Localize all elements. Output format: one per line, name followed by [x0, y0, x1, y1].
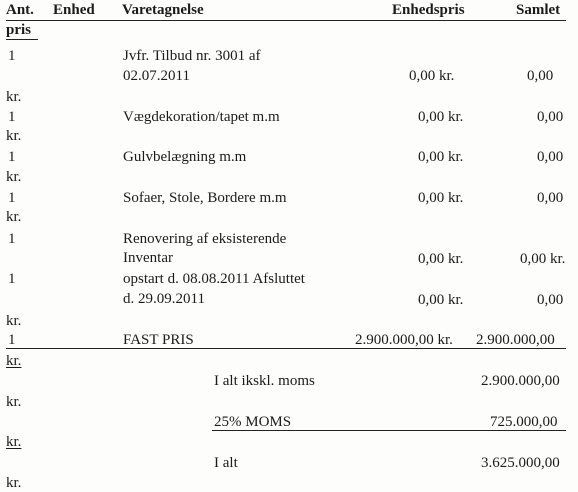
subtotal-kr: kr.: [6, 394, 22, 410]
row-1-kr: kr.: [6, 89, 22, 105]
vat-label: 25% MOMS: [214, 414, 292, 430]
row-1-desc-line2: 02.07.2011: [123, 68, 190, 84]
row-6-unit-price: 0,00 kr.: [418, 292, 464, 308]
header-enhed: Enhed: [53, 2, 95, 18]
row-2-unit-price: 0,00 kr.: [418, 109, 464, 125]
vat-value: 725.000,00: [490, 414, 558, 430]
fast-pris-total: 2.900.000,00: [476, 332, 555, 348]
row-5-total: 0,00 kr.: [520, 251, 566, 267]
row-4-kr: kr.: [6, 209, 22, 225]
vat-rule: [212, 430, 566, 431]
grand-total-value: 3.625.000,00: [481, 455, 560, 471]
row-5-ant: 1: [8, 231, 16, 247]
header-ant: Ant.: [6, 2, 34, 18]
row-4-ant: 1: [8, 190, 16, 206]
row-3-kr: kr.: [6, 169, 22, 185]
row-5-desc-line1: Renovering af eksisterende: [123, 231, 287, 247]
grand-total-kr: kr.: [6, 475, 22, 491]
header-pris-rule: [6, 39, 38, 40]
row-4-unit-price: 0,00 kr.: [418, 190, 464, 206]
row-3-total: 0,00: [537, 149, 564, 165]
row-1-total: 0,00: [527, 68, 554, 84]
fast-pris-label: FAST PRIS: [123, 332, 194, 348]
row-6-desc-line1: opstart d. 08.08.2011 Afsluttet: [123, 271, 305, 287]
header-rule: [6, 20, 566, 21]
row-4-desc: Sofaer, Stole, Bordere m.m: [123, 190, 287, 206]
row-2-desc: Vægdekoration/tapet m.m: [123, 109, 280, 125]
row-2-kr: kr.: [6, 128, 22, 144]
fast-pris-ant: 1: [8, 332, 16, 348]
row-2-total: 0,00: [537, 109, 564, 125]
row-1-ant: 1: [8, 48, 16, 64]
header-enhedspris: Enhedspris: [392, 2, 465, 18]
row-1-unit-price: 0,00 kr.: [409, 68, 455, 84]
row-3-desc: Gulvbelægning m.m: [123, 149, 247, 165]
row-6-total: 0,00: [537, 292, 564, 308]
vat-kr: kr.: [6, 434, 22, 450]
subtotal-label: I alt ikskl. moms: [214, 373, 315, 389]
row-2-ant: 1: [8, 109, 16, 125]
row-3-ant: 1: [8, 149, 16, 165]
header-pris: pris: [6, 22, 32, 38]
row-6-desc-line2: d. 29.09.2011: [123, 291, 205, 307]
header-varetagnelse: Varetagnelse: [122, 2, 204, 18]
fast-pris-unit-price: 2.900.000,00 kr.: [355, 332, 453, 348]
row-5-desc-line2: Inventar: [123, 250, 173, 266]
header-samlet: Samlet: [516, 2, 561, 18]
row-6-ant: 1: [8, 271, 16, 287]
row-1-desc-line1: Jvfr. Tilbud nr. 3001 af: [123, 48, 261, 64]
row-4-total: 0,00: [537, 190, 564, 206]
fast-pris-rule: [6, 348, 566, 349]
grand-total-label: I alt: [214, 455, 238, 471]
row-6-kr: kr.: [6, 313, 22, 329]
row-3-unit-price: 0,00 kr.: [418, 149, 464, 165]
subtotal-value: 2.900.000,00: [481, 373, 560, 389]
row-5-unit-price: 0,00 kr.: [418, 251, 464, 267]
fast-pris-kr: kr.: [6, 353, 22, 369]
